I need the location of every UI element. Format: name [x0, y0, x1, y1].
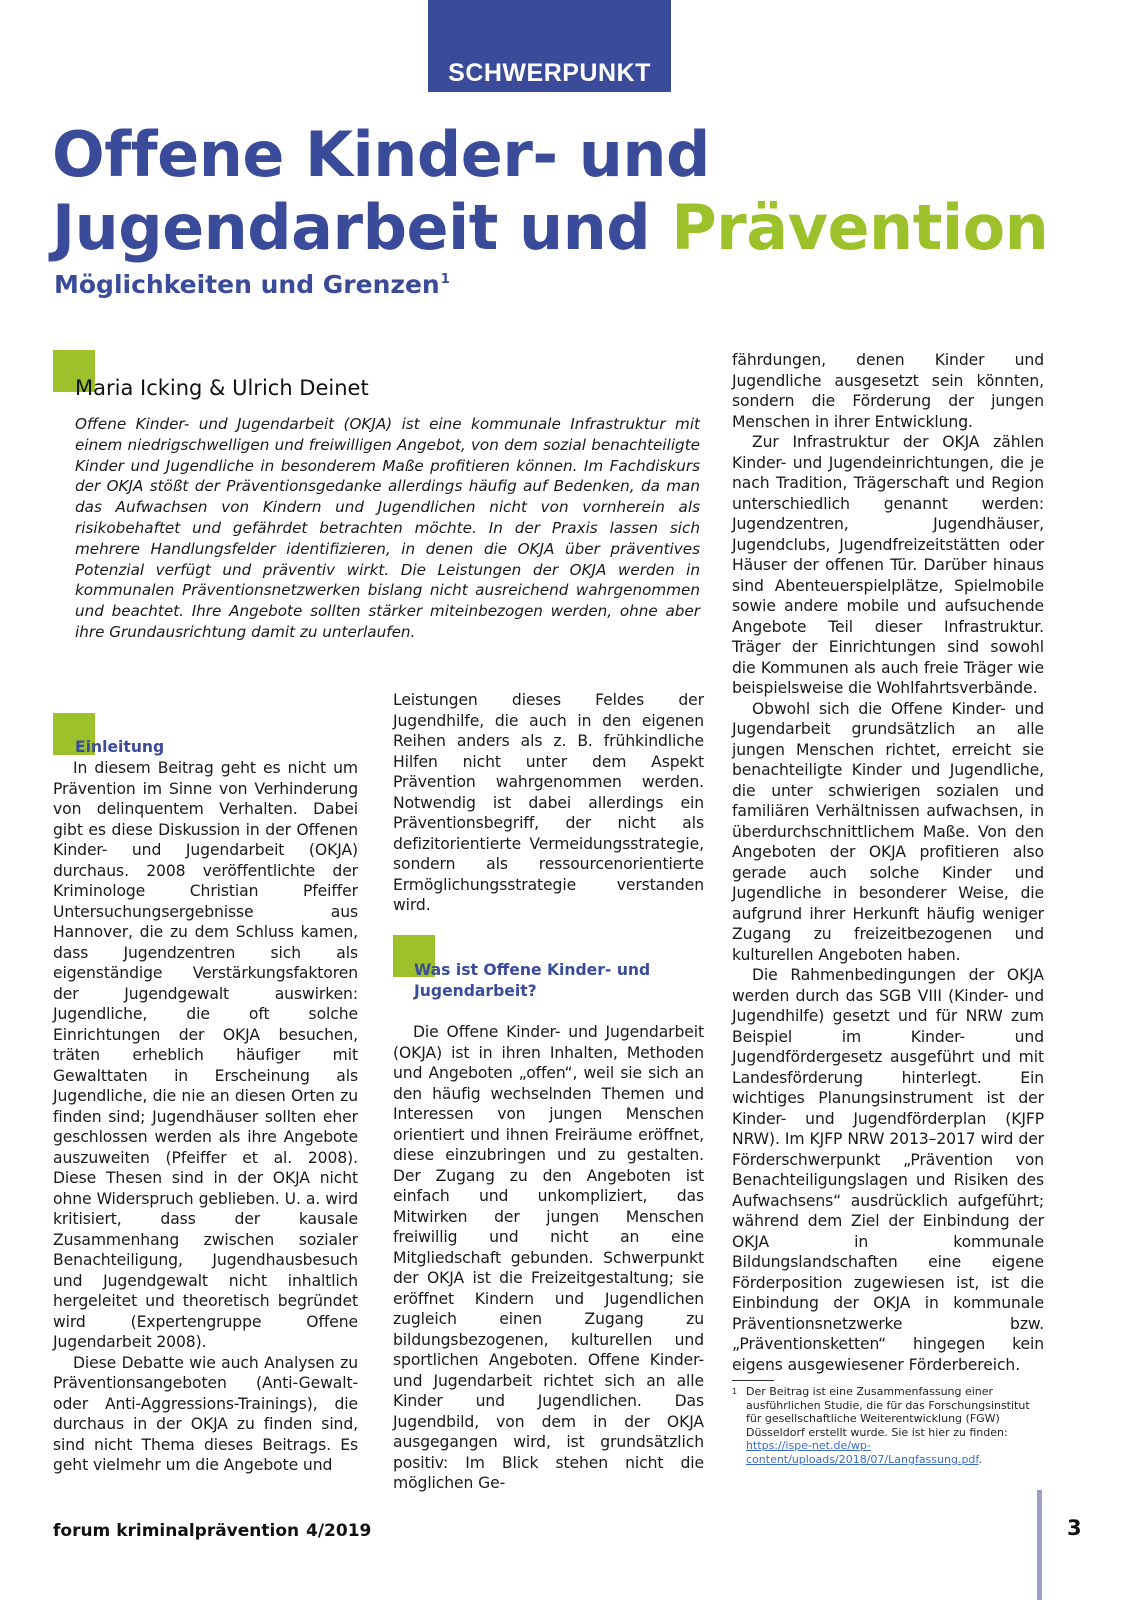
abstract: Offene Kinder- und Jugendarbeit (OKJA) ist eine kommunale Infrastruktur mit einem niedrigschwelligen und freiwilligen Angebot, von dem sozial benachteiligte Kinder und Jugendliche in besonderem Maße profitieren können. Im Fachdiskurs der OKJA stößt der Präventionsgedanke allerdings häufig auf Bedenken, da man das Aufwachsen von Kindern und Jugendlichen nicht von vornherein als risikobehaftet und gefährdet betrachten möchte. In der Praxis lassen sich mehrere Handlungsfelder identifizieren, in denen die OKJA über präventives Potenzial verfügt und präventiv wirkt. Die Leistungen der OKJA werden in kommunalen Präventionsnetzwerken bislang nicht ausreichend wahrgenommen und beachtet. Ihre Angebote sollten stärker miteinbezogen werden, ohne aber ihre Grundausrichtung damit zu unterlaufen.: [75, 415, 700, 641]
footnote-number: 1: [732, 1387, 738, 1396]
text-column-3: [732, 350, 1044, 1375]
paragraph: Leistungen dieses Feldes der Jugendhilfe, die auch in den eigenen Reihen anders als z. B. frühkindliche Hilfen nicht unter dem Aspekt Prävention wahrgenommen werden. Notwendig ist dabei allerdings ein Präventionsbegriff, der nicht als defizitorientierte Vermeidungsstrategie, sondern als ressourcenorientierte Ermöglichungsstrategie verstanden wird.: [393, 691, 704, 914]
footnote: [732, 1385, 1037, 1466]
section-heading-line-1: Was ist Offene Kinder- und: [414, 961, 651, 979]
article-subtitle: [54, 270, 450, 299]
page-number: 3: [1067, 1516, 1082, 1540]
subtitle-text: Möglichkeiten und Grenzen: [54, 270, 440, 299]
paragraph: Zur Infrastruktur der OKJA zählen Kinder- und Jugendeinrichtungen, die je nach Tradition, Trägerschaft und Region unterschiedlich genannt werden: Jugendzentren, Jugendhäuser, Jugendclubs, Jugendfreizeitstätten oder Häuser der offenen Tür. Darüber hinaus sind Abenteuerspielplätze, Spielmobile sowie andere mobile und aufsuchende Angebote Teil dieser Infrastruktur. Träger der Einrichtungen sind sowohl die Kommunen als auch freie Träger wie beispielsweise die Wohlfahrtsverbände.: [732, 433, 1044, 697]
footnote-link[interactable]: https://ispe-net.de/wp-content/uploads/2018/07/Langfassung.pdf: [746, 1439, 979, 1466]
footnote-divider: [732, 1380, 774, 1381]
section-tab: [428, 0, 671, 92]
title-line-2: Jugendarbeit und: [52, 191, 672, 264]
footer-issue: 4/2019: [306, 1521, 372, 1541]
text-column-1: [53, 758, 358, 1476]
article-title: [52, 118, 1112, 264]
paragraph: Obwohl sich die Offene Kinder- und Jugendarbeit grundsätzlich an alle jungen Menschen richtet, erreicht sie benachteiligte Kinder und Jugendliche, die unter schwierigen sozialen und familiären Verhältnissen aufwachsen, in überdurchschnittlichem Maße. Von den Angeboten der OKJA profitieren also gerade auch solche Kinder und Jugendliche in besonderer Weise, die aufgrund ihrer Herkunft häufig weniger Zugang zu freizeitbezogenen und kulturellen Angeboten haben.: [732, 699, 1044, 964]
footnote-text: Der Beitrag ist eine Zusammenfassung einer ausführlichen Studie, die für das Forschungsinstitut für gesellschaftliche Weiterentwicklung (FGW) Düsseldorf erstellt wurde. Sie ist hier zu finden:: [746, 1385, 1030, 1439]
paragraph: fährdungen, denen Kinder und Jugendliche ausgesetzt sein könnten, sondern die Förderung der jungen Menschen in ihrer Entwicklung.: [732, 351, 1044, 431]
paragraph: Diese Debatte wie auch Analysen zu Präventionsangeboten (Anti-Gewalt- oder Anti-Aggressions-Trainings), die durchaus in der OKJA zu finden sind, sind nicht Thema dieses Beitrags. Es geht vielmehr um die Angebote und: [53, 1353, 358, 1474]
title-accent: Prävention: [671, 191, 1049, 264]
heading-was-ist-okja: [414, 960, 704, 1001]
footer-publication: forum kriminalprävention: [53, 1521, 300, 1541]
paragraph: Die Offene Kinder- und Jugendarbeit (OKJA) ist in ihren Inhalten, Methoden und Angeboten „offen“, weil sie sich an den häufig wechselnden Themen und Interessen von jungen Menschen orientiert und ihnen Freiräume eröffnet, diese einzubringen und zu gestalten. Der Zugang zu den Angeboten ist einfach und unkompliziert, das Mitwirken der jungen Menschen freiwillig und nicht an eine Mitgliedschaft gebunden. Schwerpunkt der OKJA ist die Freizeitgestaltung; sie eröffnet Kindern und Jugendlichen zugleich einen Zugang zu bildungsbezogenen, kulturellen und sportlichen Angeboten. Offene Kinder- und Jugendarbeit richtet sich an alle Kinder und Jugendlichen. Das Jugendbild, von dem in der OKJA ausgegangen wird, ist grundsätzlich positiv: Im Blick stehen nicht die möglichen Ge-: [393, 1023, 704, 1492]
section-heading-line-2: Jugendarbeit?: [414, 981, 537, 1000]
section-label: SCHWERPUNKT: [448, 59, 651, 87]
text-column-2-lower: [393, 1022, 704, 1494]
heading-einleitung: [75, 738, 164, 756]
footnote-tail: .: [978, 1452, 982, 1466]
title-line-1: Offene Kinder- und: [52, 118, 710, 191]
paragraph: Die Rahmenbedingungen der OKJA werden durch das SGB VIII (Kinder- und Jugendhilfe) gesetzt und für NRW zum Beispiel im Kinder- und Jugendfördergesetz ausgeführt und mit Landesförderung hinterlegt. Ein wichtiges Planungsinstrument ist der Kinder- und Jugendförderplan (KJFP NRW). Im KJFP NRW 2013–2017 wird der Förderschwerpunkt „Prävention von Benachteiligungslagen und Risiken des Aufwachsens“ ausdrücklich aufgeführt; während dem Ziel der Einbindung der OKJA in kommunale Bildungslandschaften eine eigene Förderposition zugewiesen ist, ist die Einbindung der OKJA in kommunale Präventionsnetzwerke bzw. „Präventionsketten“ hingegen kein eigens ausgewiesener Förderbereich.: [732, 966, 1044, 1374]
authors: Maria Icking & Ulrich Deinet: [75, 376, 369, 400]
paragraph: In diesem Beitrag geht es nicht um Prävention im Sinne von Verhinderung von delinquentem Verhalten. Dabei gibt es diese Diskussion in der Offenen Kinder- und Jugendarbeit (OKJA) durchaus. 2008 veröffentlichte der Kriminologe Christian Pfeiffer Untersuchungsergebnisse aus Hannover, die zu dem Schluss kamen, dass Jugendzentren sich als eigenständige Verstärkungsfaktoren der Jugendgewalt auswirken: Jugendliche, die oft solche Einrichtungen der OKJA besuchen, träten erheblich häufiger mit Gewalttaten in Erscheinung als Jugendliche, die nie an diesen Orten zu finden sind; Jugendhäuser sollten eher geschlossen werden als ihre Angebote auszuweiten (Pfeiffer et al. 2008). Diese Thesen sind in der OKJA nicht ohne Widerspruch geblieben. U. a. wird kritisiert, dass der kausale Zusammenhang zwischen sozialer Benachteiligung, Jugendhausbesuch und Jugendgewalt nicht inhaltlich hergeleitet und theoretisch begründet wird (Expertengruppe Offene Jugendarbeit 2008).: [53, 759, 358, 1351]
subtitle-footnote-mark: 1: [440, 272, 450, 287]
section-heading: Einleitung: [75, 738, 165, 756]
text-column-2: [393, 690, 704, 916]
page-marker-bar: [1037, 1490, 1042, 1600]
